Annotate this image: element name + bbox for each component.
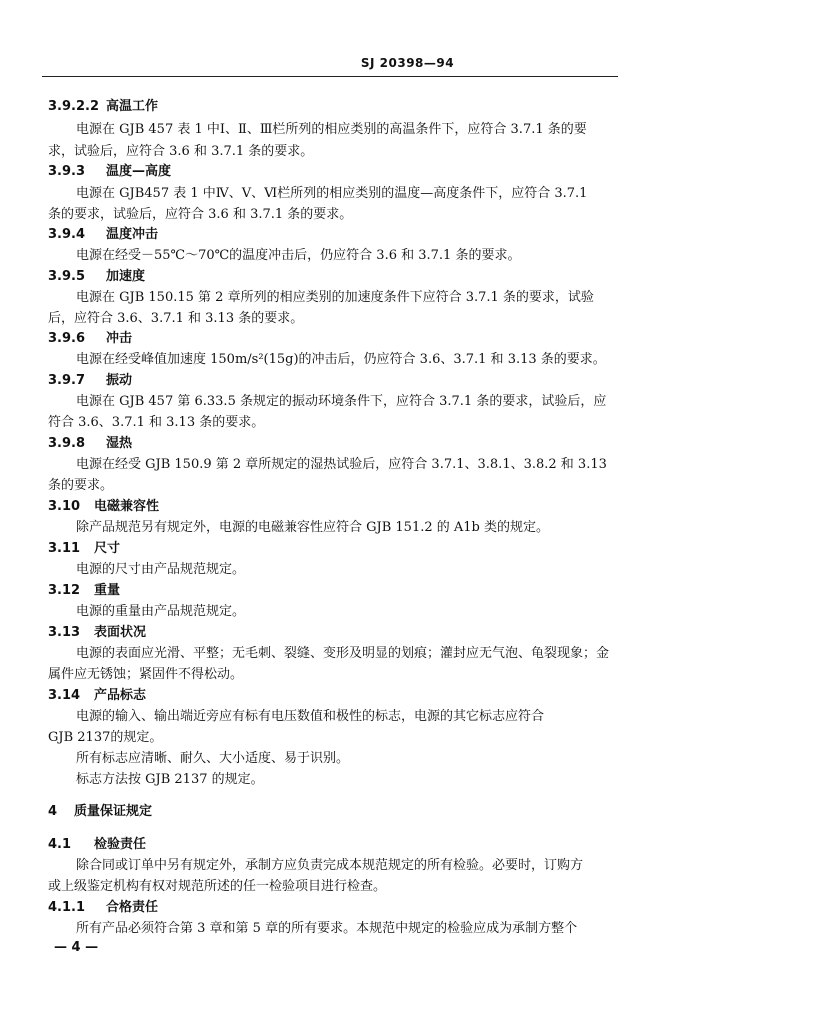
section-heading-3-11 [48,537,120,556]
section-number: 3.9.7 [48,373,86,388]
paragraph-line: 电源的尺寸由产品规范规定。 [76,562,246,577]
paragraph-line: 电源在 GJB 457 表 1 中Ⅰ、Ⅱ、Ⅲ栏所列的相应类别的高温条件下，应符合 3.7.1 条的要 [76,122,587,137]
paragraph-line: 后，应符合 3.6、3.7.1 和 3.13 条的要求。 [48,311,304,326]
section-title: 电磁兼容性 [94,499,160,514]
paragraph-line: 所有标志应清晰、耐久、大小适度、易于识别。 [76,751,350,766]
section-number: 4.1 [48,837,72,852]
chapter-heading-4 [48,800,152,819]
section-heading-3-9-4 [48,223,158,242]
section-heading-3-9-3 [48,160,171,179]
section-number: 4.1.1 [48,900,86,915]
section-number: 3.13 [48,625,81,640]
header-code: SJ 20398—94 [360,56,455,70]
section-number: 3.9.2.2 [48,99,99,114]
section-title: 湿热 [106,436,133,451]
paragraph-line: 条的要求。 [48,478,114,493]
section-title: 高温工作 [106,99,159,114]
section-number: 3.14 [48,688,81,703]
section-title: 振动 [106,373,133,388]
paragraph-line: 电源在经受峰值加速度 150m/s²(15g)的冲击后，仍应符合 3.6、3.7.1 和 3.13 条的要求。 [76,352,606,367]
section-heading-3-13 [48,621,146,640]
section-heading-4-1-1 [48,896,158,915]
section-number: 4 [48,804,58,819]
section-heading-3-10 [48,495,159,514]
paragraph-line: 符合 3.6、3.7.1 和 3.13 条的要求。 [48,415,265,430]
section-title: 尺寸 [94,541,121,556]
section-title: 表面状况 [94,625,147,640]
section-title: 冲击 [106,331,133,346]
section-number: 3.9.5 [48,269,86,284]
page-number: — 4 — [54,940,99,955]
section-number: 3.9.3 [48,164,86,179]
paragraph-line: 电源在经受 GJB 150.9 第 2 章所规定的湿热试验后，应符合 3.7.1、3.8.1、3.8.2 和 3.13 [76,457,607,472]
paragraph-line: 所有产品必须符合第 3 章和第 5 章的所有要求。本规范中规定的检验应成为承制方整个 [76,921,578,936]
section-number: 3.12 [48,583,81,598]
section-title: 温度—高度 [106,164,172,179]
section-number: 3.11 [48,541,81,556]
section-heading-3-9-2-2 [48,95,158,114]
paragraph-line: 电源在经受－55℃～70℃的温度冲击后，仍应符合 3.6 和 3.7.1 条的要求。 [76,248,521,263]
paragraph-line: 除合同或订单中另有规定外，承制方应负责完成本规范规定的所有检验。必要时，订购方 [76,858,584,873]
paragraph-line: 除产品规范另有规定外，电源的电磁兼容性应符合 GJB 151.2 的 A1b 类的规定。 [76,520,550,535]
section-heading-3-9-6 [48,327,132,346]
section-number: 3.9.6 [48,331,86,346]
section-title: 合格责任 [106,900,159,915]
section-heading-3-9-8 [48,432,132,451]
paragraph-line: 电源在 GJB 457 第 6.33.5 条规定的振动环境条件下，应符合 3.7.1 条的要求，试验后，应 [76,394,607,409]
paragraph-line: 属件应无锈蚀；紧固件不得松动。 [48,667,244,682]
section-heading-3-12 [48,579,120,598]
section-heading-3-9-7 [48,369,132,388]
header-rule [42,76,618,77]
paragraph-line: 求，试验后，应符合 3.6 和 3.7.1 条的要求。 [48,144,314,159]
section-title: 质量保证规定 [74,804,153,819]
section-number: 3.9.8 [48,436,86,451]
paragraph-line: 电源的输入、输出端近旁应有标有电压数值和极性的标志，电源的其它标志应符合 [76,709,545,724]
paragraph-line: 电源在 GJB457 表 1 中Ⅳ、Ⅴ、Ⅵ栏所列的相应类别的温度—高度条件下，应符合 3.7.1 [76,186,588,201]
section-number: 3.10 [48,499,81,514]
section-heading-3-14 [48,684,146,703]
section-title: 温度冲击 [106,227,159,242]
section-title: 重量 [94,583,121,598]
paragraph-line: 标志方法按 GJB 2137 的规定。 [76,772,264,787]
paragraph-line: 电源的重量由产品规范规定。 [76,604,246,619]
paragraph-line: 或上级鉴定机构有权对规范所述的任一检验项目进行检查。 [48,879,387,894]
paragraph-line: 电源的表面应光滑、平整；无毛刺、裂缝、变形及明显的划痕；灌封应无气泡、龟裂现象；金 [76,646,610,661]
section-heading-3-9-5 [48,265,145,284]
paragraph-line: GJB 2137的规定。 [48,730,163,745]
section-title: 产品标志 [94,688,147,703]
paragraph-line: 条的要求，试验后，应符合 3.6 和 3.7.1 条的要求。 [48,207,353,222]
section-number: 3.9.4 [48,227,86,242]
paragraph-line: 电源在 GJB 150.15 第 2 章所列的相应类别的加速度条件下应符合 3.7.1 条的要求，试验 [76,290,594,305]
section-title: 检验责任 [94,837,147,852]
section-title: 加速度 [106,269,146,284]
section-heading-4-1 [48,833,146,852]
